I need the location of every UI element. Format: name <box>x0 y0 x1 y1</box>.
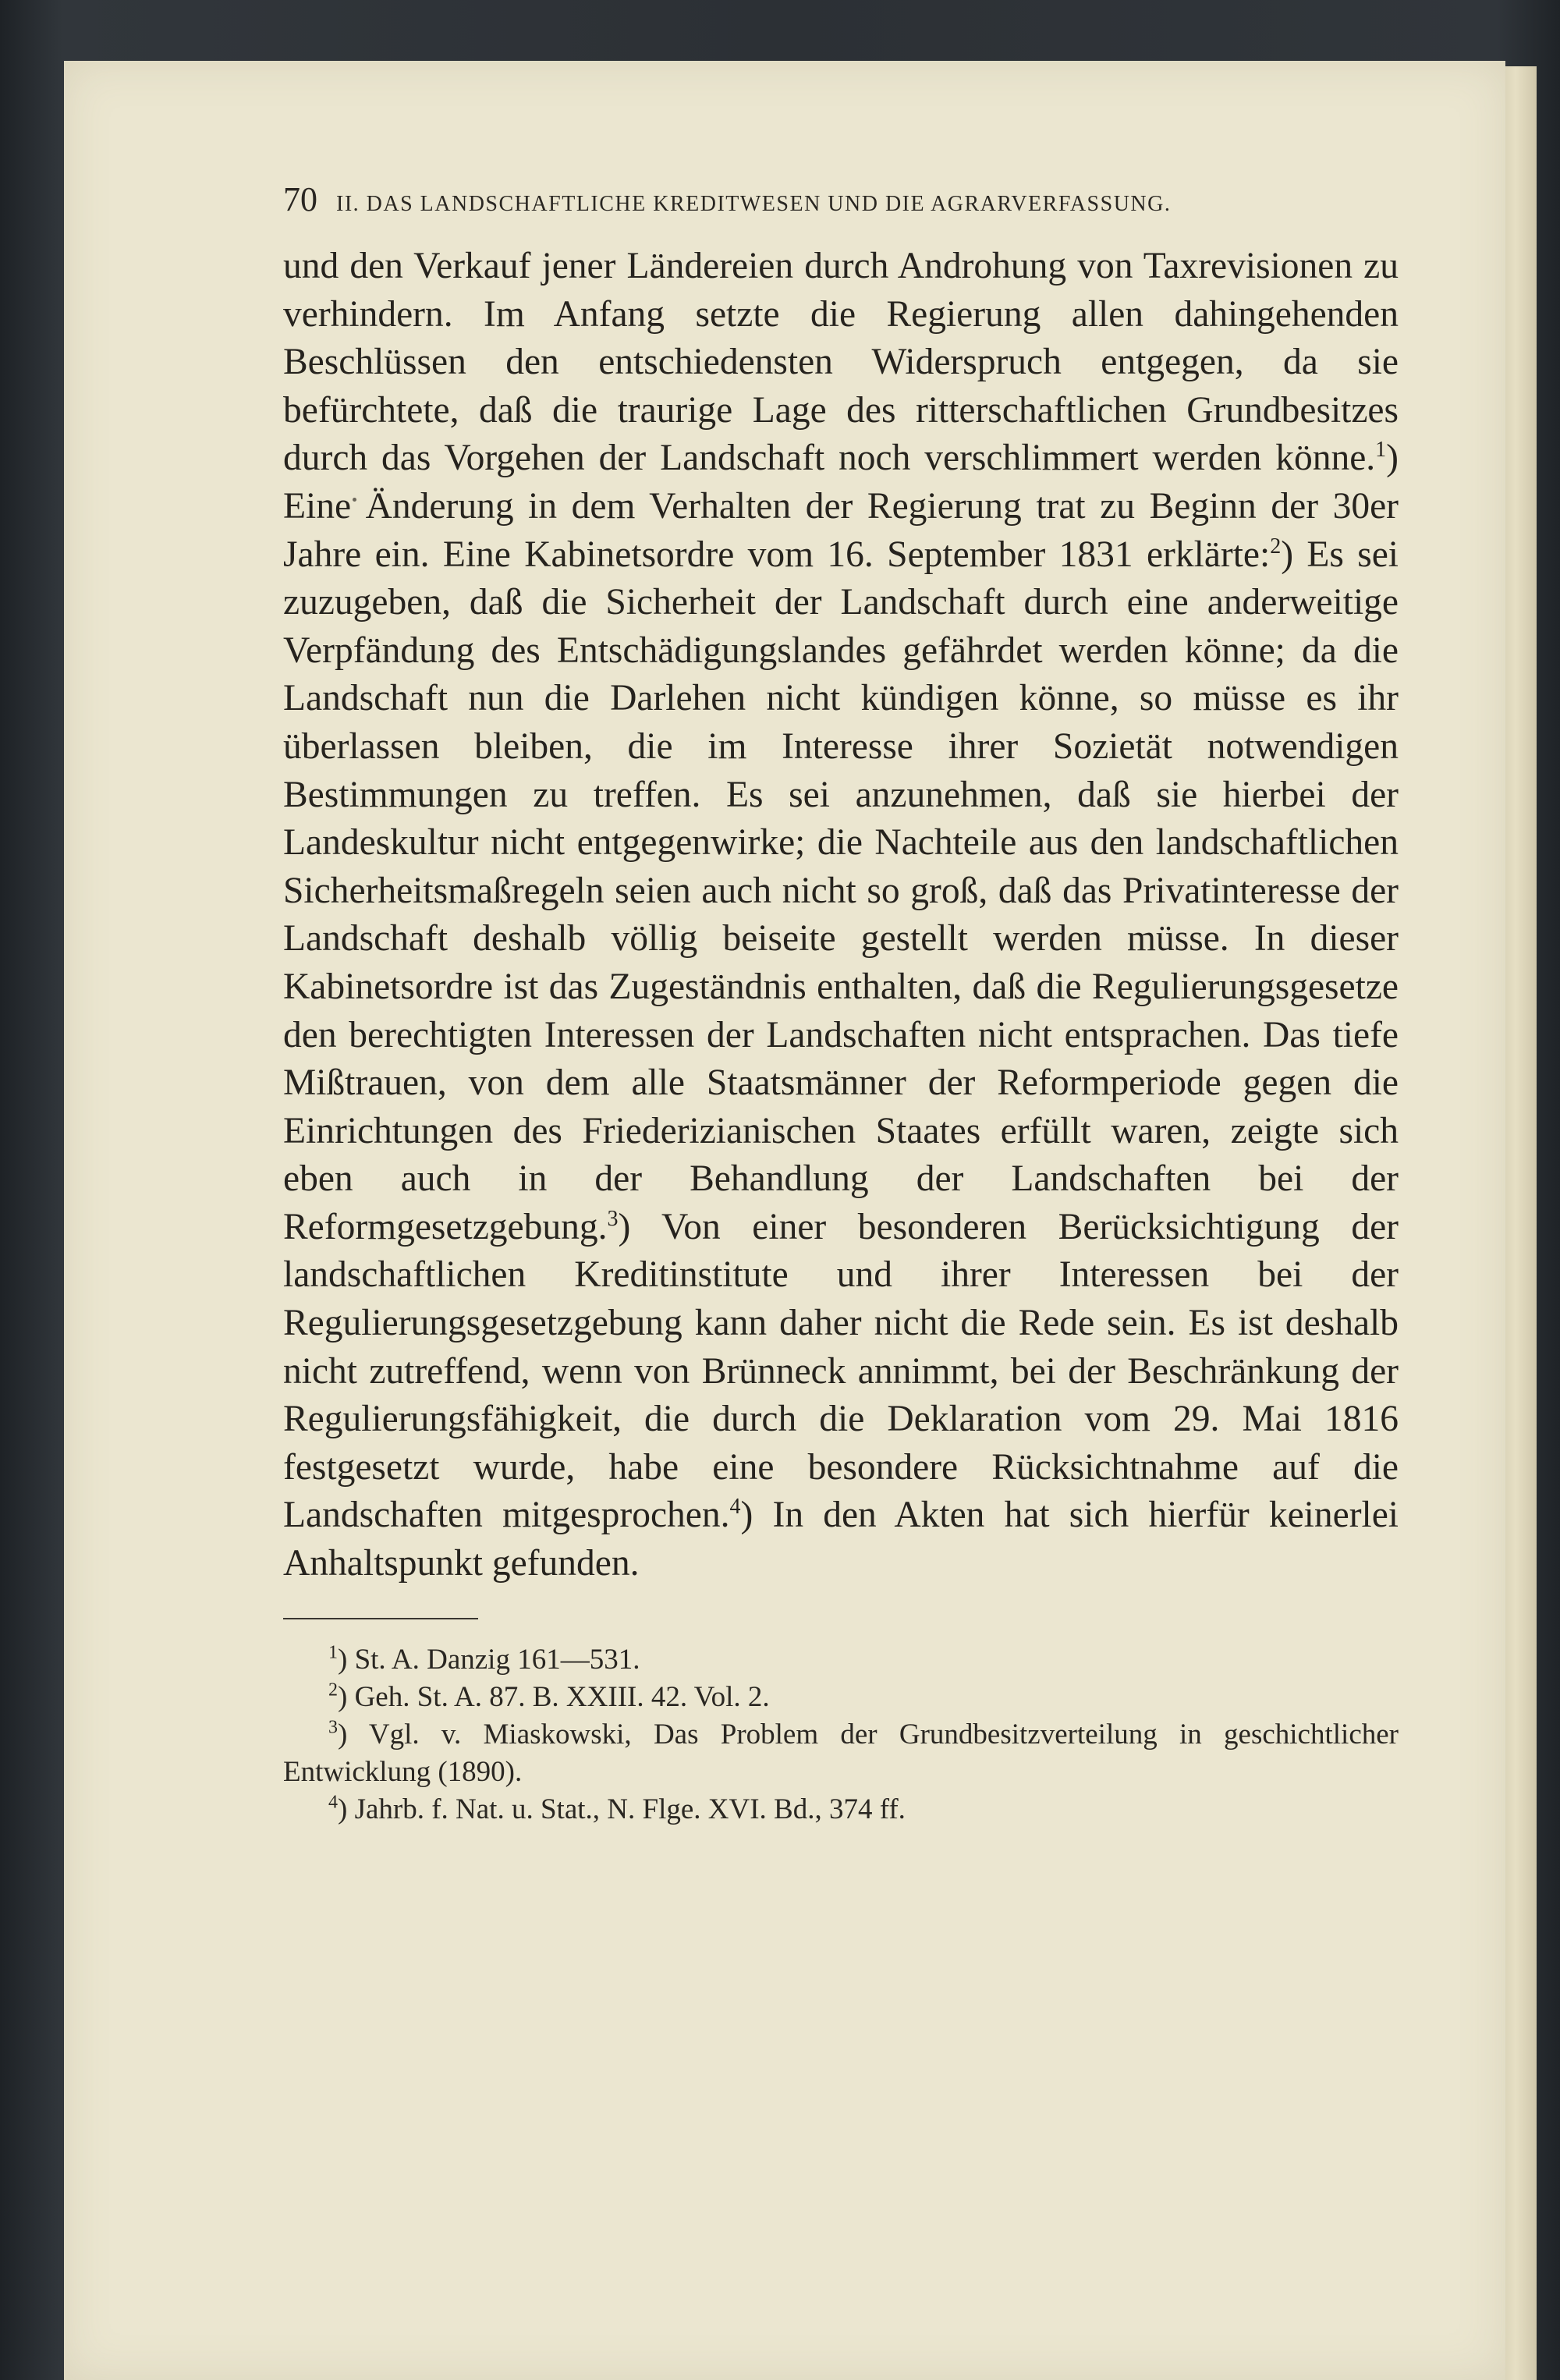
footnote-marker: 1 <box>328 1642 338 1663</box>
footnote-text: ) Jahrb. f. Nat. u. Stat., N. Flge. XVI. Bd., 374 ff. <box>338 1793 906 1825</box>
main-paragraph <box>283 243 1399 1588</box>
running-head <box>283 179 1399 219</box>
chapter-title: II. DAS LANDSCHAFTLICHE KREDITWESEN UND DIE AGRARVERFASSUNG. <box>336 192 1172 216</box>
footnote-1 <box>283 1641 1399 1679</box>
text-column <box>283 179 1399 1828</box>
footnote-ref-4: 4 <box>729 1495 741 1520</box>
body-segment-4: ) Von einer besonderen Berücksichtigung der landschaftlichen Kreditinstitute und ihrer Interessen bei der Regulierungsgesetzgebung kann daher nicht die Rede sein. Es ist deshalb nicht zutreffend, wenn von Brünneck annimmt, bei der Beschränkung der Regulierungsfähigkeit, die durch die Deklaration vom 29. Mai 1816 festgesetzt wurde, habe eine besondere Rücksichtnahme auf die Landschaften mitgesprochen. <box>283 1206 1399 1536</box>
footnote-ref-2: 2 <box>1270 534 1282 559</box>
footnote-text: ) St. A. Danzig 161—531. <box>338 1643 640 1676</box>
footnote-marker: 2 <box>328 1679 338 1701</box>
footnote-divider <box>283 1618 478 1619</box>
footnote-ref-1: 1 <box>1375 438 1387 463</box>
next-page-edge <box>1502 66 1537 2380</box>
footnote-marker: 3 <box>328 1717 338 1738</box>
footnote-marker: 4 <box>328 1792 338 1813</box>
page-number: 70 <box>283 180 317 218</box>
body-segment-2: ) Eine Änderung in dem Verhalten der Regierung trat zu Beginn der 30er Jahre ein. Eine Kabinetsordre vom 16. September 1831 erklärte: <box>283 438 1399 575</box>
body-segment-1: und den Verkauf jener Ländereien durch Androhung von Taxrevisionen zu verhindern. Im Anfang setzte die Regierung allen dahingehenden Beschlüssen den entschiedensten Widerspruch entgegen, da sie befürchtete, daß die traurige Lage des ritterschaftlichen Grundbesitzes durch das Vorgehen der Landschaft noch verschlimmert werden könne. <box>283 246 1399 479</box>
footnotes <box>283 1641 1399 1828</box>
footnote-text: ) Geh. St. A. 87. B. XXIII. 42. Vol. 2. <box>338 1680 770 1713</box>
footnote-text: ) Vgl. v. Miaskowski, Das Problem der Grundbesitzverteilung in geschichtlicher Entwicklung (1890). <box>283 1718 1399 1788</box>
footnote-2 <box>283 1679 1399 1716</box>
footnote-ref-3: 3 <box>607 1207 619 1232</box>
footnote-3 <box>283 1716 1399 1791</box>
body-segment-5: ) In den Akten hat sich hierfür keinerlei Anhaltspunkt gefunden. <box>283 1495 1399 1584</box>
body-segment-3: ) Es sei zuzugeben, daß die Sicherheit der Landschaft durch eine anderweitige Verpfändung des Entschädigungslandes gefährdet werden könne; da die Landschaft nun die Darlehen nicht kündigen könne, so müsse es ihr überlassen bleiben, die im Interesse ihrer Sozietät notwendigen Bestimmungen zu treffen. Es sei anzunehmen, daß sie hierbei der Landeskultur nicht entgegenwirke; die Nachteile aus den landschaftlichen Sicherheitsmaßregeln seien auch nicht so groß, daß das Privatinteresse der Landschaft deshalb völlig beiseite gestellt werden müsse. In dieser Kabinetsordre ist das Zugeständnis enthalten, daß die Regulierungsgesetze den berechtigten Interessen der Landschaften nicht entsprachen. Das tiefe Mißtrauen, von dem alle Staatsmänner der Reformperiode gegen die Einrichtungen des Friederizianischen Staates erfüllt waren, zeigte sich eben auch in der Behandlung der Landschaften bei der Reformgesetzgebung. <box>283 534 1399 1247</box>
footnote-4 <box>283 1791 1399 1828</box>
